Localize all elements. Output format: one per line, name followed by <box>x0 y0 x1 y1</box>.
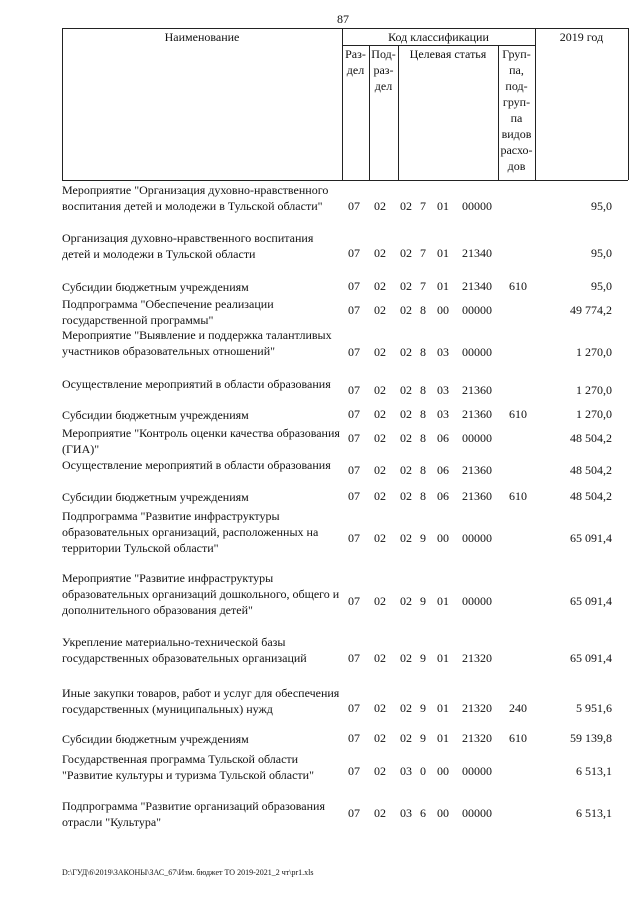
row-t4: 21320 <box>462 731 492 745</box>
row-t4: 21360 <box>462 407 492 421</box>
row-t3: 01 <box>437 651 449 665</box>
row-name: Осуществление мероприятий в области образования <box>62 377 331 391</box>
row-t3: 03 <box>437 407 449 421</box>
row-t4: 21340 <box>462 246 492 260</box>
row-t3: 01 <box>437 701 449 715</box>
row-amount: 95,0 <box>591 246 612 260</box>
row-razdel: 07 <box>348 279 360 293</box>
row-podrazdel: 02 <box>374 407 386 421</box>
row-razdel: 07 <box>348 463 360 477</box>
row-t1: 02 <box>400 489 412 503</box>
row-podrazdel: 02 <box>374 731 386 745</box>
row-group: 610 <box>509 407 527 421</box>
row-t2: 8 <box>420 345 426 359</box>
row-t1: 02 <box>400 246 412 260</box>
row-podrazdel: 02 <box>374 764 386 778</box>
row-t4: 21360 <box>462 463 492 477</box>
row-group: 610 <box>509 489 527 503</box>
row-t1: 02 <box>400 431 412 445</box>
header-code: Код классификации <box>388 30 489 44</box>
row-amount: 1 270,0 <box>576 383 612 397</box>
footer-file-path: D:\ГУД\6\2019\ЗАКОНЫ\ЗАС_67\Изм. бюджет ТО 2019-2021_2 чт\pr1.xls <box>62 868 314 877</box>
row-podrazdel: 02 <box>374 279 386 293</box>
row-t3: 00 <box>437 764 449 778</box>
row-t3: 06 <box>437 431 449 445</box>
row-amount: 65 091,4 <box>570 531 612 545</box>
row-amount: 59 139,8 <box>570 731 612 745</box>
row-name: Мероприятие "Организация духовно-нравственного воспитания детей и молодежи в Тульской области" <box>62 183 329 213</box>
row-t1: 03 <box>400 806 412 820</box>
row-podrazdel: 02 <box>374 489 386 503</box>
row-amount: 5 951,6 <box>576 701 612 715</box>
row-razdel: 07 <box>348 199 360 213</box>
row-t2: 9 <box>420 731 426 745</box>
row-amount: 48 504,2 <box>570 489 612 503</box>
row-t2: 6 <box>420 806 426 820</box>
row-t4: 21320 <box>462 651 492 665</box>
row-t3: 06 <box>437 489 449 503</box>
row-t1: 02 <box>400 383 412 397</box>
row-t4: 21360 <box>462 489 492 503</box>
row-t2: 9 <box>420 531 426 545</box>
row-razdel: 07 <box>348 701 360 715</box>
row-group: 610 <box>509 279 527 293</box>
row-t4: 00000 <box>462 431 492 445</box>
row-name: Мероприятие "Контроль оценки качества образования (ГИА)" <box>62 426 340 456</box>
row-t1: 02 <box>400 199 412 213</box>
row-razdel: 07 <box>348 345 360 359</box>
row-podrazdel: 02 <box>374 431 386 445</box>
row-razdel: 07 <box>348 431 360 445</box>
row-podrazdel: 02 <box>374 651 386 665</box>
row-t4: 21340 <box>462 279 492 293</box>
row-name: Субсидии бюджетным учреждениям <box>62 490 249 504</box>
row-t1: 02 <box>400 531 412 545</box>
row-t1: 02 <box>400 303 412 317</box>
row-t4: 00000 <box>462 345 492 359</box>
row-podrazdel: 02 <box>374 463 386 477</box>
row-t2: 0 <box>420 764 426 778</box>
row-podrazdel: 02 <box>374 806 386 820</box>
row-t4: 00000 <box>462 806 492 820</box>
row-name: Подпрограмма "Развитие инфраструктуры образовательных организаций, расположенных на территории Тульской области" <box>62 509 319 555</box>
header-razdel: Раз- дел <box>345 47 366 77</box>
row-amount: 48 504,2 <box>570 431 612 445</box>
row-t4: 00000 <box>462 594 492 608</box>
header-name: Наименование <box>164 30 240 44</box>
row-t3: 00 <box>437 303 449 317</box>
row-t2: 7 <box>420 199 426 213</box>
row-t2: 8 <box>420 407 426 421</box>
row-t1: 02 <box>400 701 412 715</box>
row-name: Субсидии бюджетным учреждениям <box>62 408 249 422</box>
row-amount: 6 513,1 <box>576 764 612 778</box>
row-podrazdel: 02 <box>374 345 386 359</box>
row-razdel: 07 <box>348 407 360 421</box>
row-t1: 02 <box>400 279 412 293</box>
row-podrazdel: 02 <box>374 701 386 715</box>
row-t3: 00 <box>437 806 449 820</box>
row-amount: 1 270,0 <box>576 407 612 421</box>
row-t4: 21320 <box>462 701 492 715</box>
row-name: Укрепление материально-технической базы государственных образовательных организаций <box>62 635 307 665</box>
row-amount: 6 513,1 <box>576 806 612 820</box>
row-name: Государственная программа Тульской области "Развитие культуры и туризма Тульской области" <box>62 752 314 782</box>
row-razdel: 07 <box>348 531 360 545</box>
row-razdel: 07 <box>348 651 360 665</box>
row-t2: 8 <box>420 489 426 503</box>
row-t4: 21360 <box>462 383 492 397</box>
row-razdel: 07 <box>348 303 360 317</box>
header-group: Груп- па, под- груп- па видов расхо- дов <box>500 47 533 173</box>
row-razdel: 07 <box>348 246 360 260</box>
row-t1: 02 <box>400 731 412 745</box>
row-t3: 01 <box>437 246 449 260</box>
row-name: Субсидии бюджетным учреждениям <box>62 732 249 746</box>
row-amount: 65 091,4 <box>570 651 612 665</box>
row-t1: 02 <box>400 651 412 665</box>
row-t2: 9 <box>420 594 426 608</box>
row-name: Мероприятие "Развитие инфраструктуры образовательных организаций дошкольного, общего и дополнительного образования детей" <box>62 571 340 617</box>
row-amount: 65 091,4 <box>570 594 612 608</box>
row-razdel: 07 <box>348 383 360 397</box>
header-podrazdel: Под- раз- дел <box>371 47 396 93</box>
row-name: Мероприятие "Выявление и поддержка талантливых участников образовательных отношений" <box>62 328 332 358</box>
row-t1: 02 <box>400 594 412 608</box>
row-razdel: 07 <box>348 489 360 503</box>
row-podrazdel: 02 <box>374 303 386 317</box>
row-podrazdel: 02 <box>374 594 386 608</box>
row-group: 610 <box>509 731 527 745</box>
row-t2: 9 <box>420 701 426 715</box>
row-name: Организация духовно-нравственного воспитания детей и молодежи в Тульской области <box>62 231 314 261</box>
row-t2: 9 <box>420 651 426 665</box>
row-t2: 7 <box>420 279 426 293</box>
row-t3: 01 <box>437 594 449 608</box>
row-podrazdel: 02 <box>374 199 386 213</box>
row-t2: 8 <box>420 383 426 397</box>
row-t2: 8 <box>420 303 426 317</box>
row-t1: 03 <box>400 764 412 778</box>
row-t3: 01 <box>437 731 449 745</box>
row-t3: 06 <box>437 463 449 477</box>
row-t3: 01 <box>437 199 449 213</box>
row-t2: 8 <box>420 431 426 445</box>
row-t3: 03 <box>437 383 449 397</box>
row-t1: 02 <box>400 463 412 477</box>
row-t2: 7 <box>420 246 426 260</box>
row-t3: 01 <box>437 279 449 293</box>
header-year: 2019 год <box>559 30 604 44</box>
row-amount: 95,0 <box>591 279 612 293</box>
header-target: Целевая статья <box>409 47 487 61</box>
row-group: 240 <box>509 701 527 715</box>
row-name: Осуществление мероприятий в области образования <box>62 458 331 472</box>
row-name: Подпрограмма "Обеспечение реализации государственной программы" <box>62 297 274 327</box>
row-podrazdel: 02 <box>374 383 386 397</box>
row-t1: 02 <box>400 345 412 359</box>
row-t4: 00000 <box>462 764 492 778</box>
row-name: Подпрограмма "Развитие организаций образования отрасли "Культура" <box>62 799 325 829</box>
row-t4: 00000 <box>462 303 492 317</box>
row-t2: 8 <box>420 463 426 477</box>
row-t3: 00 <box>437 531 449 545</box>
row-podrazdel: 02 <box>374 531 386 545</box>
row-razdel: 07 <box>348 594 360 608</box>
row-amount: 48 504,2 <box>570 463 612 477</box>
row-amount: 95,0 <box>591 199 612 213</box>
page-number: 87 <box>337 12 349 26</box>
row-razdel: 07 <box>348 731 360 745</box>
row-t3: 03 <box>437 345 449 359</box>
row-name: Иные закупки товаров, работ и услуг для обеспечения государственных (муниципальных) нужд <box>62 686 340 716</box>
row-name: Субсидии бюджетным учреждениям <box>62 280 249 294</box>
row-amount: 1 270,0 <box>576 345 612 359</box>
row-t4: 00000 <box>462 199 492 213</box>
row-t4: 00000 <box>462 531 492 545</box>
row-t1: 02 <box>400 407 412 421</box>
row-amount: 49 774,2 <box>570 303 612 317</box>
row-podrazdel: 02 <box>374 246 386 260</box>
row-razdel: 07 <box>348 806 360 820</box>
row-razdel: 07 <box>348 764 360 778</box>
